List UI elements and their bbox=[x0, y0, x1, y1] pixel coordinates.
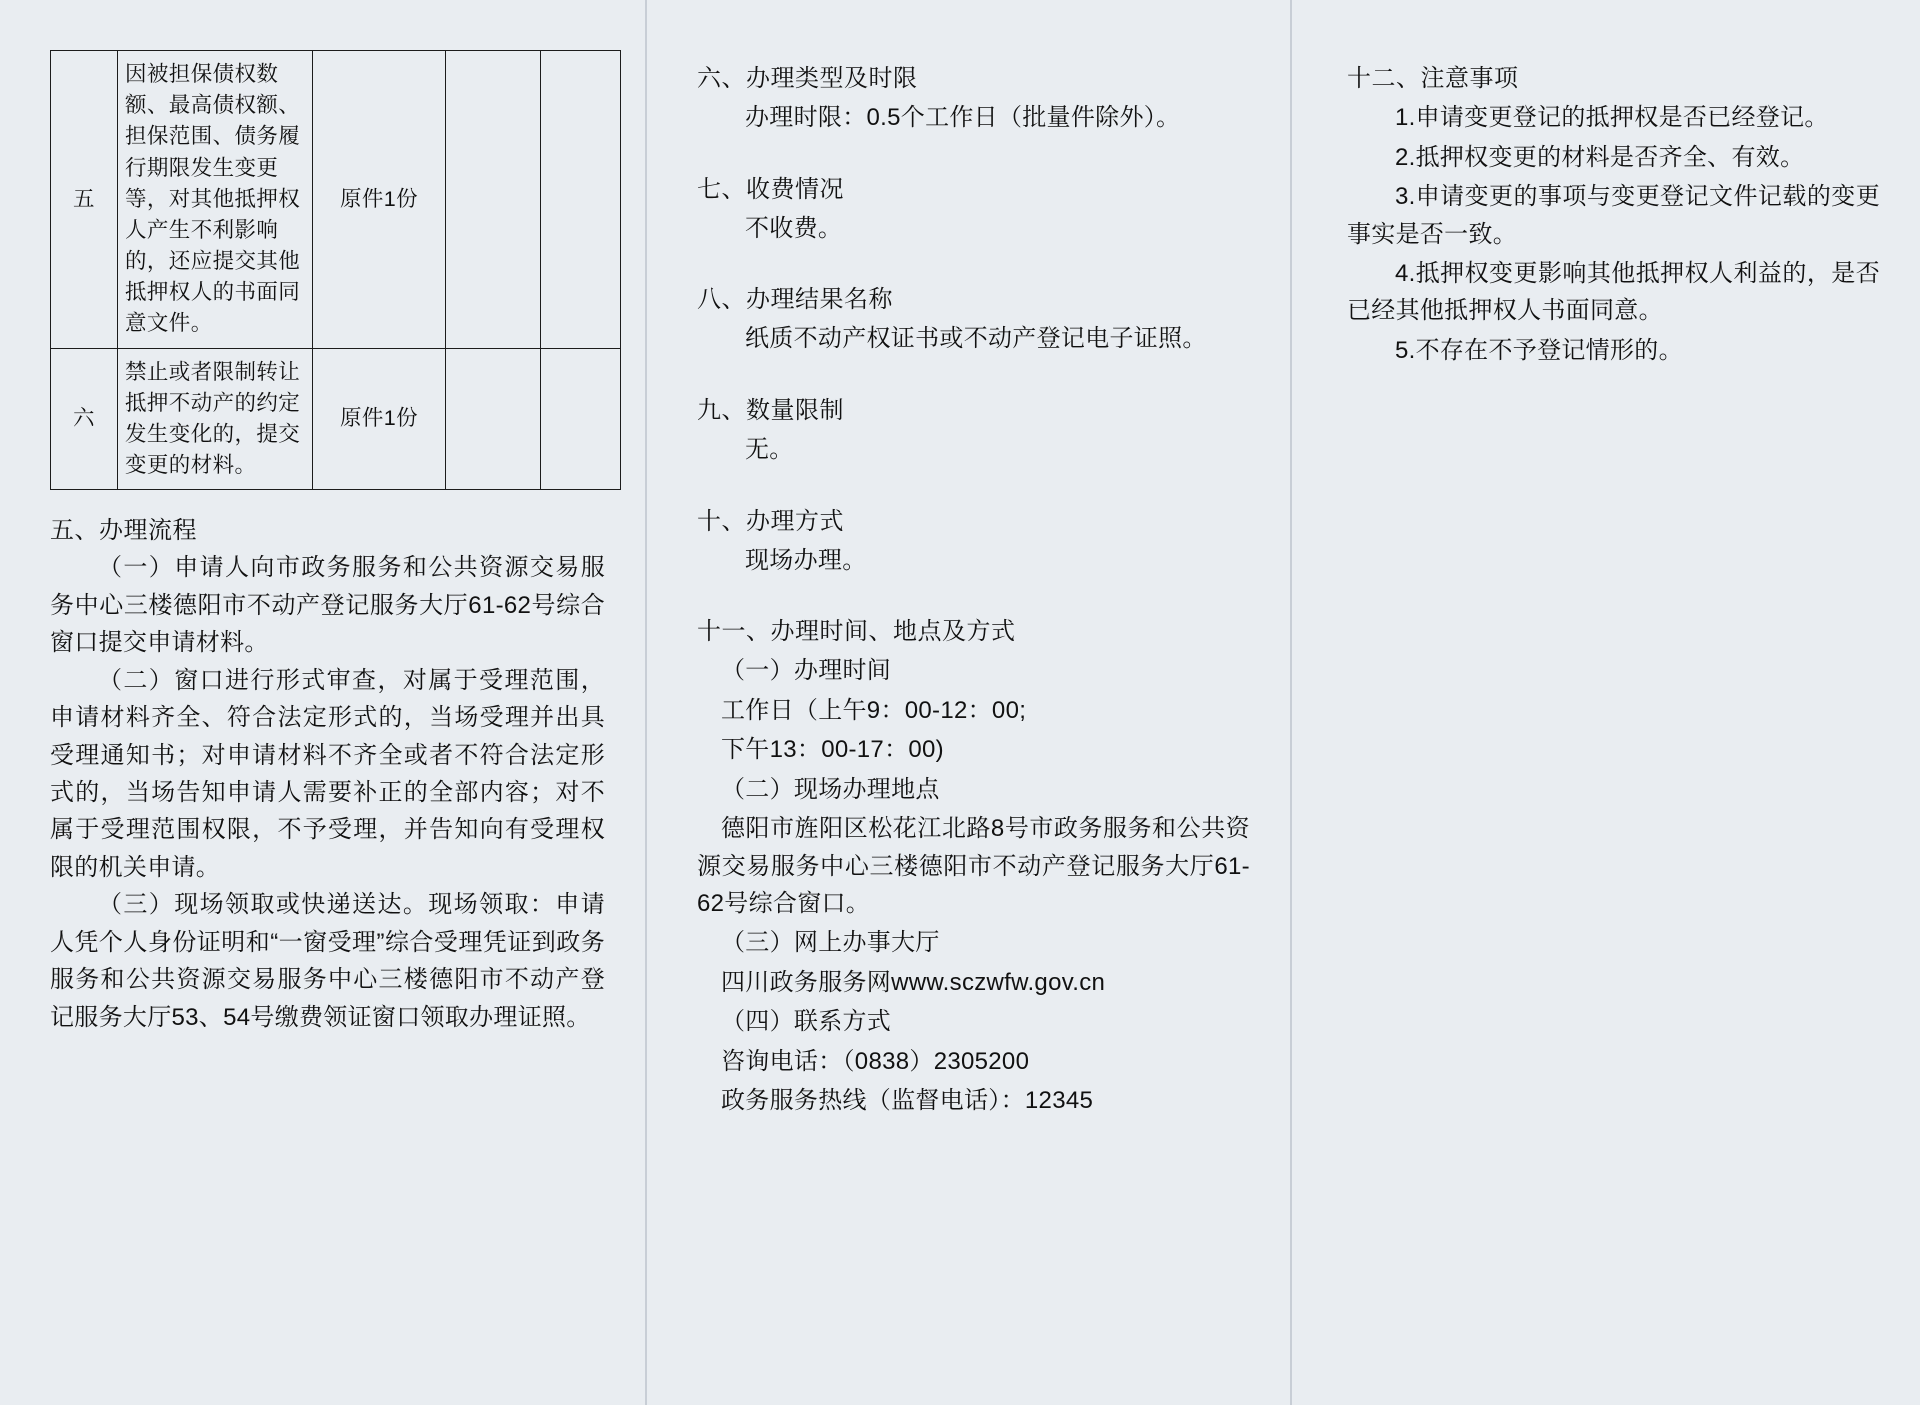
table-cell-index: 六 bbox=[51, 348, 118, 490]
section-11-3-body: 四川政务服务网www.sczwfw.gov.cn bbox=[721, 968, 1106, 996]
section-9-body: 无。 bbox=[745, 436, 794, 464]
section-heading-9: 九、数量限制 bbox=[697, 396, 844, 424]
notice-item-1: 1.申请变更登记的抵押权是否已经登记。 bbox=[1394, 104, 1829, 132]
table-cell-blank-a bbox=[446, 348, 541, 490]
flow-step-2: （二）窗口进行形式审查，对属于受理范围，申请材料齐全、符合法定形式的，当场受理并出具受理通知书；对申请材料不齐全或者不符合法定形式的，当场告知申请人需要补正的全部内容；对不属于受理范围权限，不予受理，并告知向有受理权限的机关申请。 bbox=[50, 666, 605, 881]
section-7-body: 不收费。 bbox=[745, 214, 843, 242]
section-10 bbox=[697, 503, 1250, 580]
section-11-4-line-1: 咨询电话：（0838）2305200 bbox=[721, 1047, 1030, 1075]
materials-table bbox=[50, 50, 621, 490]
section-heading-10: 十、办理方式 bbox=[697, 507, 844, 535]
notice-item-2: 2.抵押权变更的材料是否齐全、有效。 bbox=[1394, 143, 1805, 171]
table-row bbox=[51, 348, 621, 490]
table-cell-blank-b bbox=[541, 348, 621, 490]
table-cell-blank-a bbox=[446, 51, 541, 349]
section-11-2-body: 德阳市旌阳区松花江北路8号市政务服务和公共资源交易服务中心三楼德阳市不动产登记服务大厅61-62号综合窗口。 bbox=[697, 815, 1250, 917]
section-8-body: 纸质不动产权证书或不动产登记电子证照。 bbox=[745, 325, 1207, 353]
section-heading-12: 十二、注意事项 bbox=[1346, 65, 1519, 92]
section-11-3-title: （三）网上办事大厅 bbox=[721, 929, 940, 957]
table-cell-blank-b bbox=[541, 51, 621, 349]
section-9 bbox=[697, 392, 1250, 469]
table-cell-desc: 禁止或者限制转让抵押不动产的约定发生变化的，提交变更的材料。 bbox=[118, 348, 313, 490]
section-10-body: 现场办理。 bbox=[745, 546, 867, 574]
notice-item-5: 5.不存在不予登记情形的。 bbox=[1394, 336, 1683, 364]
column-right bbox=[1292, 0, 1920, 1405]
table-row bbox=[51, 51, 621, 349]
column-left bbox=[0, 0, 645, 1405]
column-middle bbox=[647, 0, 1290, 1405]
section-6 bbox=[697, 60, 1250, 137]
table-cell-index: 五 bbox=[51, 51, 118, 349]
section-11-2-title: （二）现场办理地点 bbox=[721, 775, 940, 803]
section-8 bbox=[697, 281, 1250, 358]
section-heading-6: 六、办理类型及时限 bbox=[697, 65, 918, 92]
section-11-1-title: （一）办理时间 bbox=[721, 657, 892, 685]
section-7 bbox=[697, 171, 1250, 248]
section-11-4-line-2: 政务服务热线（监督电话）：12345 bbox=[721, 1087, 1094, 1115]
table-cell-desc: 因被担保债权数额、最高债权额、担保范围、债务履行期限发生变更等，对其他抵押权人产生不利影响的，还应提交其他抵押权人的书面同意文件。 bbox=[118, 51, 313, 349]
section-6-body: 办理时限：0.5个工作日（批量件除外）。 bbox=[745, 104, 1181, 132]
section-11-4-title: （四）联系方式 bbox=[721, 1008, 892, 1036]
section-heading-11: 十一、办理时间、地点及方式 bbox=[697, 618, 1016, 646]
flow-step-3: （三）现场领取或快递送达。现场领取：申请人凭个人身份证明和“一窗受理”综合受理凭证到政务服务和公共资源交易服务中心三楼德阳市不动产登记服务大厅53、54号缴费领证窗口领取办理证照。 bbox=[50, 891, 605, 1031]
table-cell-copies: 原件1份 bbox=[313, 348, 446, 490]
section-heading-5: 五、办理流程 bbox=[50, 517, 197, 545]
notice-item-4: 4.抵押权变更影响其他抵押权人利益的，是否已经其他抵押权人书面同意。 bbox=[1346, 259, 1881, 325]
section-11-1-line-2: 下午13：00-17：00) bbox=[721, 736, 944, 764]
section-11-1-line-1: 工作日（上午9：00-12：00; bbox=[721, 696, 1027, 724]
notice-item-3: 3.申请变更的事项与变更登记文件记载的变更事实是否一致。 bbox=[1346, 183, 1881, 248]
section-11 bbox=[697, 613, 1250, 1119]
table-cell-copies: 原件1份 bbox=[313, 51, 446, 349]
section-heading-7: 七、收费情况 bbox=[697, 175, 844, 203]
section-heading-8: 八、办理结果名称 bbox=[697, 286, 893, 314]
flow-step-1: （一）申请人向市政务服务和公共资源交易服务中心三楼德阳市不动产登记服务大厅61-62号综合窗口提交申请材料。 bbox=[50, 554, 605, 657]
